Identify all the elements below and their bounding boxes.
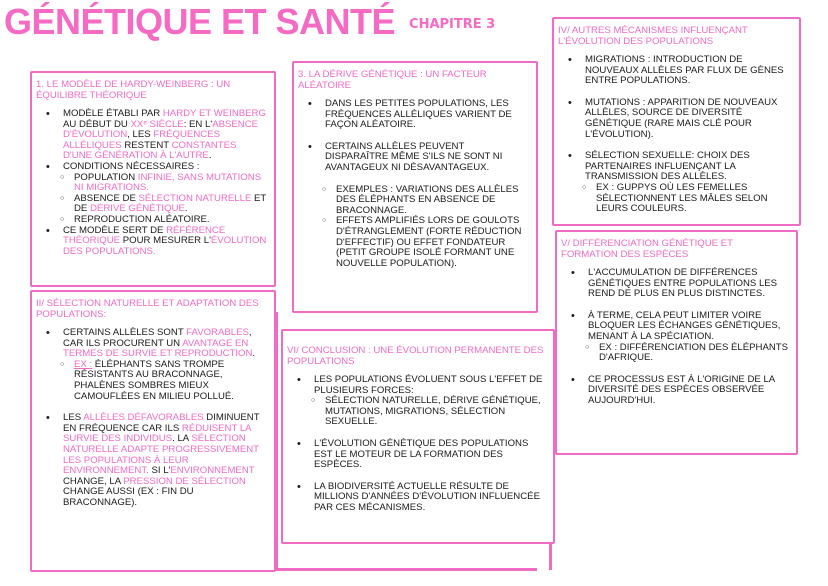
bullet-list [561,268,790,407]
page-header [4,0,495,44]
text-segment: CE MODÈLE SERT DE [63,224,167,236]
sub-bullet-item [582,183,793,215]
text-segment: ÉLÉPHANTS SANS TROMPE RÉSISTANTS AU BRACONNAGE, PHALÈNES SOMBRES MIEUX CAMOUFLÉES EN MILIEU POLLUÉ. [74,358,234,402]
chapter-label: CHAPITRE 3 [409,17,496,32]
section-title: VI/ CONCLUSION : UNE ÉVOLUTION PERMANENTE DES POPULATIONS [287,345,544,367]
highlighted-text: RÉFÉRENCE THÉORIQUE [63,224,226,247]
text-segment: REPRODUCTION ALÉATOIRE. [74,213,210,225]
text-segment: LA BIODIVERSITÉ ACTUELLE RÉSULTE DE MILLIONS D'ANNÉES D'ÉVOLUTION INFLUENCÉE PAR CES MÉCANISMES. [314,480,540,513]
text-segment: CHANGE, LA [63,475,124,487]
section-genetic-drift [292,61,538,313]
bullet-item [564,98,793,140]
bullet-item [567,375,790,407]
text-segment: CE PROCESSUS EST À L'ORIGINE DE LA DIVERSITÉ DES ESPÈCES OBSERVÉE AUJOURD'HUI. [588,373,775,406]
bullet-item [293,375,547,396]
section-hardy-weinberg [30,71,276,287]
text-segment: AU DÉBUT DU [63,118,131,130]
highlighted-text: XXᵉ SIÈCLE [130,118,184,130]
text-segment: EX : GUPPYS OÙ LES FEMELLES SÉLECTIONNENT LES MÂLES SELON LEURS COULEURS. [596,181,768,215]
text-segment: SI L' [148,465,171,477]
section-title: II/ SÉLECTION NATURELLE ET ADAPTATION DES POPULATIONS: [36,298,259,320]
text-segment: À TERME, CELA PEUT LIMITER VOIRE BLOQUER LES ÉCHANGES GÉNÉTIQUES, MENANT À LA SPÉCIATION. [588,309,781,342]
text-segment: ET DE [74,192,267,215]
bullet-list [298,99,530,269]
text-segment: LES [63,412,84,424]
text-segment: EXEMPLES : VARIATIONS DES ALLÈLES DES ÉLÉPHANTS EN ABSENCE DE BRACONNAGE. [336,183,519,216]
sub-bullet-item [322,185,530,217]
highlighted-text: RÉDUISENT LA SURVIE DES INDIVIDUS [63,422,252,445]
section-title: 1. LE MODÈLE DE HARDY-WEINBERG : UN ÉQUILIBRE THÉORIQUE [36,79,231,101]
text-segment: L'ACCUMULATION DE DIFFÉRENCES GÉNÉTIQUES ENTRE POPULATIONS LES REND DE PLUS EN PLUS DISTINCTES. [588,267,778,300]
section-title: IV/ AUTRES MÉCANISMES INFLUENÇANT L'ÉVOLUTION DES POPULATIONS [558,25,748,47]
highlighted-text: INFINIE, SANS MUTATIONS NI MIGRATIONS. [74,171,262,194]
bullet-item [304,142,530,174]
bullet-item [564,55,793,87]
bullet-item [293,482,547,514]
highlighted-text: SÉLECTION NATURELLE ADAPTE PROGRESSIVEMENT LES POPULATIONS À LEUR ENVIRONNEMENT. [63,433,259,477]
section-natural-selection [30,290,276,572]
section-speciation [555,230,798,455]
text-segment: MODÈLE ÉTABLI PAR [63,108,163,119]
text-segment: DANS LES PETITES POPULATIONS, LES FRÉQUENCES ALLÉLIQUES VARIENT DE FAÇON ALÉATOIRE. [325,98,512,131]
text-segment: RESTENT [121,139,172,151]
highlighted-text: FRÉQUENCES ALLÉLIQUES [63,129,220,151]
sub-bullet-item [585,343,790,364]
sub-bullet-item [322,216,530,269]
text-segment: CHANGE AUSSI (EX : FIN DU BRACONNAGE). [63,486,194,508]
highlighted-text: HARDY ET WEINBERG [162,108,266,119]
highlighted-text: SÉLECTION NATURELLE [138,192,252,204]
highlighted-text: EX : [74,358,93,370]
text-segment: . [208,150,212,162]
section-conclusion [281,329,555,544]
text-segment: EX : DIFFÉRENCIATION DES ÉLÉPHANTS D'AFRIQUE. [599,341,789,364]
highlighted-text: PRESSION DE SÉLECTION [123,475,246,487]
sub-bullet-item [60,194,268,215]
highlighted-text: ABSENCE D'ÉVOLUTION [63,118,259,141]
text-segment: , CAR ILS PROCURENT UN [63,327,252,349]
bullet-item [42,328,268,360]
text-segment: . [252,348,256,360]
text-segment: POUR MESURER L' [120,235,211,247]
text-segment: CERTAINS ALLÈLES SONT [63,327,187,338]
text-segment: CONDITIONS NÉCESSAIRES : [63,160,200,172]
bullet-list [36,109,268,257]
text-segment: ABSENCE DE [74,192,139,204]
sub-bullet-item [60,360,268,402]
text-segment: MIGRATIONS : INTRODUCTION DE NOUVEAUX ALLÈLES PAR FLUX DE GÈNES ENTRE POPULATIONS. [585,54,784,87]
sub-bullet-item [311,396,547,428]
bullet-item [567,268,790,300]
highlighted-text: ENVIRONNEMENT [170,465,255,477]
highlighted-text: FAVORABLES [186,327,249,338]
bullet-list [558,55,793,215]
bullet-list [287,375,547,514]
text-segment: EFFETS AMPLIFIÉS LORS DE GOULOTS D'ÉTRANGLEMENT (FORTE RÉDUCTION D'EFFECTIF) OU EFFET FONDATEUR (PETIT GROUPE ISOLÉ FORMANT UNE NOUVELLE POPULATION). [336,215,522,269]
bullet-item [564,151,793,183]
text-segment: : EN L' [183,118,213,130]
text-segment: POPULATION [74,171,138,183]
text-segment: CERTAINS ALLÈLES PEUVENT DISPARAÎTRE MÊME S'ILS NE SONT NI AVANTAGEUX NI DÉSAVANTAGEUX. [325,140,503,173]
highlighted-text: CONSTANTES D'UNE GÉNÉRATION À L'AUTRE [63,139,237,162]
text-segment: , LES [127,129,154,141]
page-title: GÉNÉTIQUE ET SANTÉ [4,1,396,42]
bullet-list [36,328,268,509]
text-segment: SÉLECTION SEXUELLE: CHOIX DES PARTENAIRES INFLUENÇANT LA TRANSMISSION DES ALLÈLES. [585,150,750,183]
bullet-item [42,109,268,162]
text-segment: LES POPULATIONS ÉVOLUENT SOUS L'EFFET DE PLUSIEURS FORCES: [314,374,543,396]
section-title: 3. LA DÉRIVE GÉNÉTIQUE : UN FACTEUR ALÉATOIRE [298,69,487,91]
bullet-item [293,439,547,471]
text-segment: L'ÉVOLUTION GÉNÉTIQUE DES POPULATIONS EST LE MOTEUR DE LA FORMATION DES ESPÈCES. [314,437,529,471]
highlighted-text: DÉRIVE GÉNÉTIQUE [90,203,185,215]
section-title: V/ DIFFÉRENCIATION GÉNÉTIQUE ET FORMATION DES ESPÈCES [561,238,733,260]
bullet-item [42,226,268,258]
text-segment: DIMINUENT EN FRÉQUENCE CAR ILS [63,412,260,434]
highlighted-text: ÉVOLUTION DES POPULATIONS. [63,235,267,257]
text-segment: SÉLECTION NATURELLE, DÉRIVE GÉNÉTIQUE, MUTATIONS, MIGRATIONS, SÉLECTION SEXUELLE. [325,395,541,428]
highlighted-text: AVANTAGE EN TERMES DE SURVIE ET REPRODUCTION [63,337,253,360]
highlighted-text: ALLÈLES DÉFAVORABLES [83,412,204,424]
decorative-border-line [275,568,537,571]
bullet-item [567,311,790,343]
sub-bullet-item [60,173,268,194]
text-segment: . LA [172,433,192,445]
bullet-item [304,99,530,131]
text-segment: . [184,203,188,215]
text-segment: MUTATIONS : APPARITION DE NOUVEAUX ALLÈLES, SOURCE DE DIVERSITÉ GÉNÉTIQUE (RARE MAIS CLÉ POUR L'ÉVOLUTION). [585,96,778,140]
section-other-mechanisms [552,17,801,226]
bullet-item [42,413,268,508]
